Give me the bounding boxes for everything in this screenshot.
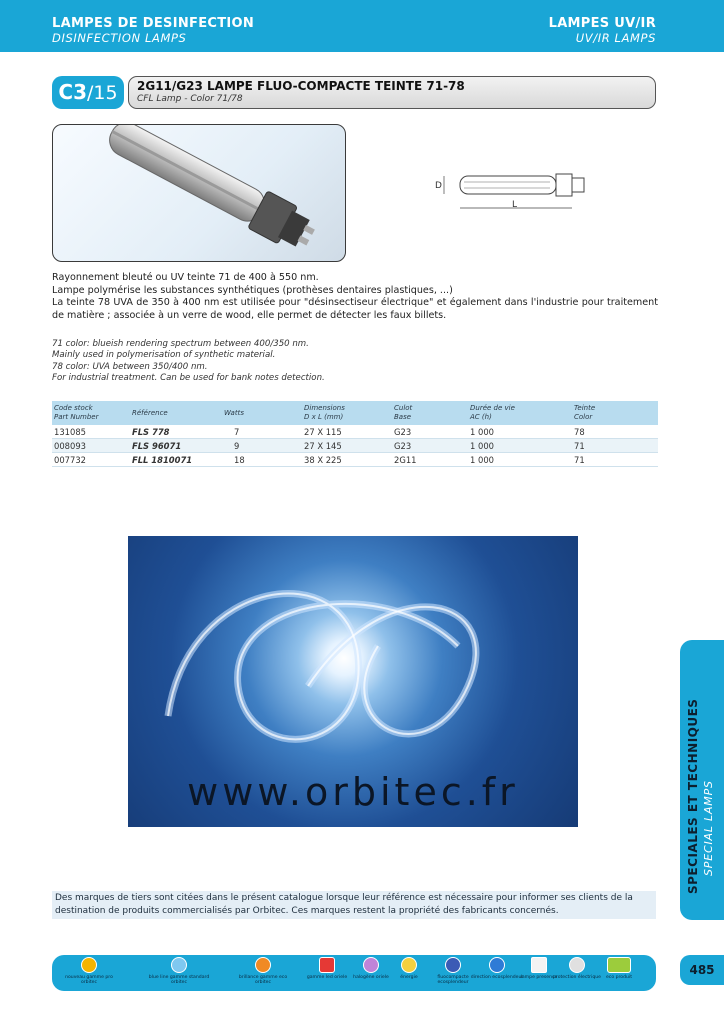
cell-watts: 9 — [222, 439, 302, 453]
description-english — [52, 339, 658, 385]
description-line: 71 color: blueish rendering spectrum between 400/350 nm. — [52, 339, 309, 349]
cell-code: 008093 — [52, 439, 130, 453]
table-row — [52, 439, 658, 453]
led-icon — [319, 957, 335, 973]
header-left-subtitle: DISINFECTION LAMPS — [52, 31, 187, 45]
icon-bar-item[interactable]: blue line gamme standard orbitec — [148, 957, 210, 985]
table-row — [52, 453, 658, 467]
fluo-icon — [445, 957, 461, 973]
col-header-lifetime: Durée de vie AC (h) — [468, 401, 572, 425]
protection-icon — [569, 957, 585, 973]
cell-color: 71 — [572, 453, 658, 467]
dimension-drawing — [430, 160, 590, 220]
cell-reference: FLL 1810071 — [130, 453, 222, 467]
bulb-blue-icon — [171, 957, 187, 973]
eco-icon — [607, 957, 631, 973]
cell-code: 131085 — [52, 425, 130, 439]
lamp-icon — [531, 957, 547, 973]
col-header-code: Code stock Part Number — [52, 401, 130, 425]
col-header-watts: Watts — [222, 401, 302, 425]
cell-watts: 7 — [222, 425, 302, 439]
cell-color: 71 — [572, 439, 658, 453]
icon-bar-item[interactable]: lampe presence — [508, 957, 570, 980]
banner-url[interactable]: www.orbitec.fr — [187, 770, 519, 814]
col-header-color: Teinte Color — [572, 401, 658, 425]
description-line: Rayonnement bleuté ou UV teinte 71 de 400 à 550 nm. — [52, 272, 319, 283]
cell-lifetime: 1 000 — [468, 439, 572, 453]
section-code-main: C3 — [58, 80, 87, 104]
cell-dimensions: 27 X 145 — [302, 439, 392, 453]
drawing-label-l: L — [512, 200, 518, 210]
description-line: La teinte 78 UVA de 350 à 400 nm est utilisée pour "désinsectiseur électrique" et également dans l'industrie pour traitement de matière ; associée à un verre de wood, elle permet de détecter les faux billets. — [52, 297, 658, 321]
table-header-row — [52, 401, 658, 425]
section-code-sep: /15 — [87, 82, 118, 104]
icon-bar-item[interactable]: halogène oriele — [340, 957, 402, 980]
header-right-title: LAMPES UV/IR — [548, 16, 656, 31]
section-title: 2G11/G23 LAMPE FLUO-COMPACTE TEINTE 71-78 — [137, 79, 465, 93]
description-french — [52, 272, 658, 322]
cell-watts: 18 — [222, 453, 302, 467]
section-code-badge — [52, 76, 124, 109]
description-line: Mainly used in polymerisation of synthetic material. — [52, 350, 276, 361]
icon-bar-item[interactable]: direction ecosplendeur — [466, 957, 528, 980]
icon-bar-item[interactable]: protection électrique — [546, 957, 608, 980]
cell-base: G23 — [392, 425, 468, 439]
icon-bar-item[interactable]: eco produit — [588, 957, 650, 980]
product-table — [52, 401, 658, 467]
description-line: Lampe polymérise les substances synthétiques (prothèses dentaires plastiques, ...) — [52, 284, 453, 296]
icon-bar-item[interactable]: gamme led oriele — [296, 957, 358, 980]
cell-dimensions: 27 X 115 — [302, 425, 392, 439]
sun-icon — [81, 957, 97, 973]
icon-bar-item[interactable]: brillance gamme eco orbitec — [232, 957, 294, 985]
brilliance-icon — [255, 957, 271, 973]
cell-reference: FLS 778 — [130, 425, 222, 439]
energy-icon — [401, 957, 417, 973]
cell-reference: FLS 96071 — [130, 439, 222, 453]
cell-lifetime: 1 000 — [468, 453, 572, 467]
halogen-icon — [363, 957, 379, 973]
cell-lifetime: 1 000 — [468, 425, 572, 439]
icon-bar-item[interactable]: nouveau gamme pro orbitec — [58, 957, 120, 985]
page-number: 485 — [680, 955, 724, 985]
cell-dimensions: 38 X 225 — [302, 453, 392, 467]
col-header-reference: Référence — [130, 401, 222, 425]
product-photo — [52, 124, 346, 262]
description-line: For industrial treatment. Can be used for bank notes detection. — [52, 373, 325, 384]
header-right-subtitle: UV/IR LAMPS — [575, 31, 656, 45]
trademark-note: Des marques de tiers sont citées dans le présent catalogue lorsque leur référence est nécessaire pour informer ses clients de la destination de produits commercialisés par Orbitec. Ces marques restent la propriété des fabricants concernés. — [52, 891, 656, 919]
cell-color: 78 — [572, 425, 658, 439]
description-line: 78 color: UVA between 350/400 nm. — [52, 361, 208, 372]
cfl-lamp-image — [53, 125, 345, 261]
cell-base: G23 — [392, 439, 468, 453]
page-header — [0, 0, 724, 52]
table-row — [52, 425, 658, 439]
cell-code: 007732 — [52, 453, 130, 467]
section-title-bar — [128, 76, 656, 109]
col-header-base: Culot Base — [392, 401, 468, 425]
side-tab-subtitle: SPECIAL LAMPS — [702, 780, 715, 876]
direction-icon — [489, 957, 505, 973]
icon-bar-item[interactable]: fluocompacte ecosplendeur — [422, 957, 484, 985]
header-left-title: LAMPES DE DESINFECTION — [52, 16, 255, 31]
section-subtitle: CFL Lamp - Color 71/78 — [137, 94, 243, 104]
category-icon-bar — [52, 955, 656, 991]
orbitec-banner-image — [128, 536, 578, 827]
cell-base: 2G11 — [392, 453, 468, 467]
drawing-label-d: D — [435, 181, 442, 191]
side-category-tab[interactable] — [680, 640, 724, 920]
icon-bar-item[interactable]: énergie — [378, 957, 440, 980]
col-header-dimensions: Dimensions D x L (mm) — [302, 401, 392, 425]
side-tab-title: SPECIALES ET TECHNIQUES — [686, 698, 700, 894]
